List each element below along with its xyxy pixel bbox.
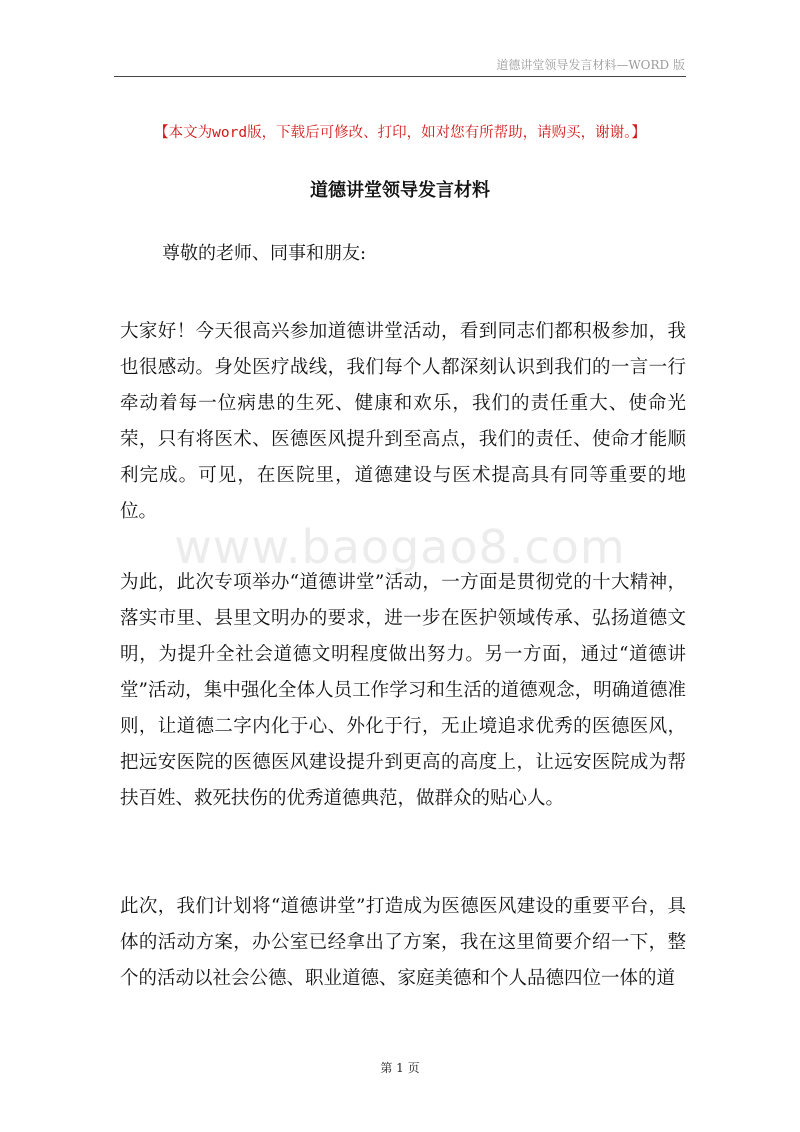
watermark: www.baogao8.com [174, 520, 626, 574]
document-title: 道德讲堂领导发言材料 [310, 180, 490, 201]
header-title: 道德讲堂领导发言材料—WORD 版 [496, 58, 685, 72]
purchase-notice: 【本文为word版，下载后可修改、打印，如对您有所帮助，请购买，谢谢。】 [154, 125, 646, 141]
body-paragraph-1: 大家好！今天很高兴参加道德讲堂活动，看到同志们都积极参加，我也很感动。身处医疗战线，我们每个人都深刻认识到我们的一言一行牵动着每一位病患的生死、健康和欢乐，我们的责任重大、使命光荣，只有将医术、医德医风提升到至高点，我们的责任、使命才能顺利完成。可见，在医院里，道德建设与医术提高具有同等重要的地位。 [120, 321, 686, 522]
header-divider [114, 76, 686, 77]
salutation: 尊敬的老师、同事和朋友: [162, 243, 367, 264]
body-paragraph-3: 此次，我们计划将“道德讲堂”打造成为医德医风建设的重要平台，具体的活动方案，办公室已经拿出了方案，我在这里简要介绍一下，整个的活动以社会公德、职业道德、家庭美德和个人品德四位一体的道 [120, 896, 686, 989]
body-paragraph-2: 为此，此次专项举办“道德讲堂”活动，一方面是贯彻党的十大精神，落实市里、县里文明办的要求，进一步在医护领域传承、弘扬道德文明，为提升全社会道德文明程度做出努力。另一方面，通过“道德讲堂”活动，集中强化全体人员工作学习和生活的道德观念，明确道德准则，让道德二字内化于心、外化于行，无止境追求优秀的医德医风，把远安医院的医德医风建设提升到更高的高度上，让远安医院成为帮扶百姓、救死扶伤的优秀道德典范，做群众的贴心人。 [120, 572, 686, 809]
page-number: 第 1 页 [380, 1061, 420, 1075]
